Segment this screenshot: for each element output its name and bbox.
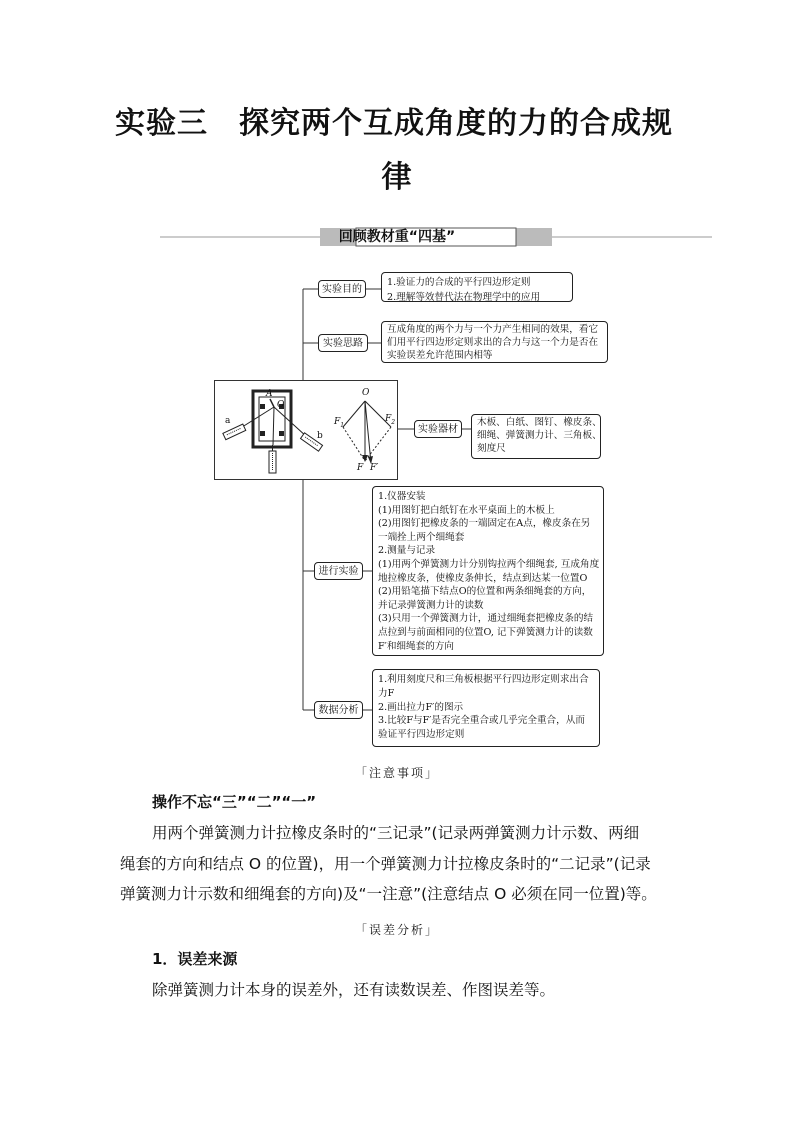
box-equipment bbox=[471, 414, 601, 459]
label-procedure: 进行实验 bbox=[314, 562, 363, 580]
error-subheading: 1．误差来源 bbox=[152, 950, 238, 968]
label-idea: 实验思路 bbox=[318, 334, 368, 352]
idea-line: 实验误差允许范围内相等 bbox=[387, 350, 493, 361]
notes-subheading: 操作不忘“三”“二”“一” bbox=[152, 793, 317, 811]
idea-line: 们用平行四边形定则求出的合力与这一个力是否在 bbox=[387, 337, 599, 348]
analysis-line: 力F bbox=[378, 687, 395, 699]
procedure-line: 1.仪器安装 bbox=[378, 491, 426, 502]
analysis-line: 1.利用刻度尺和三角板根据平行四边形定则求出合 bbox=[378, 674, 589, 685]
idea-line: 互成角度的两个力与一个力产生相同的效果，看它 bbox=[387, 324, 599, 335]
page-title-line1: 实验三 探究两个互成角度的力的合成规 bbox=[115, 106, 673, 141]
page-title-line2: 律 bbox=[381, 160, 413, 195]
force-F1-symbol: F bbox=[334, 417, 341, 427]
point-A-label: A bbox=[266, 389, 273, 399]
label-equipment: 实验器材 bbox=[414, 420, 462, 438]
force-Fprime-label: F′ bbox=[370, 463, 379, 473]
procedure-line: (1)用图钉把白纸钉在水平桌面上的木板上 bbox=[378, 504, 555, 516]
analysis-line: 验证平行四边形定则 bbox=[378, 729, 465, 741]
procedure-line: 点拉到与前面相同的位置O, 记下弹簧测力计的读数 bbox=[378, 626, 593, 638]
equipment-line: 刻度尺 bbox=[477, 443, 506, 454]
procedure-line: F′和细绳套的方向 bbox=[378, 640, 454, 652]
force-F1-label bbox=[334, 417, 344, 429]
purpose-line: 2.理解等效替代法在物理学中的应用 bbox=[387, 292, 541, 303]
hook-a-label: a bbox=[225, 416, 231, 426]
force-F2-symbol: F bbox=[385, 414, 392, 424]
analysis-line: 2.画出拉力F′的图示 bbox=[378, 701, 464, 713]
force-F2-subscript: 2 bbox=[391, 418, 396, 426]
analysis-line: 3.比较F与F′是否完全重合或几乎完全重合，从而 bbox=[378, 715, 585, 727]
equipment-line: 细绳、弹簧测力计、三角板、 bbox=[477, 430, 602, 441]
procedure-line: (3)只用一个弹簧测力计，通过细绳套把橡皮条的结 bbox=[378, 613, 594, 625]
section-banner-text: 回顾教材重“四基” bbox=[338, 229, 456, 245]
procedure-line: (2)用图钉把橡皮条的一端固定在A点，橡皮条在另 bbox=[378, 518, 591, 530]
notes-line-3: 弹簧测力计示数和细绳套的方向)及“一注意”(注意结点 O 必须在同一位置)等。 bbox=[120, 885, 657, 903]
equipment-line: 木板、白纸、图钉、橡皮条、 bbox=[477, 417, 602, 428]
hook-b-label: b bbox=[317, 431, 323, 441]
box-purpose bbox=[381, 272, 573, 302]
apparatus-figure bbox=[214, 380, 398, 480]
notes-heading: 「注意事项」 bbox=[354, 766, 439, 780]
procedure-line: 2.测量与记录 bbox=[378, 545, 436, 557]
notes-line-1: 用两个弹簧测力计拉橡皮条时的“三记录”(记录两弹簧测力计示数、两细 bbox=[152, 824, 640, 842]
error-heading: 「误差分析」 bbox=[354, 923, 439, 937]
procedure-line: 并记录弹簧测力计的读数 bbox=[378, 599, 484, 611]
force-parallelogram bbox=[343, 401, 391, 464]
purpose-line: 1.验证力的合成的平行四边形定则 bbox=[387, 277, 531, 288]
procedure-line: (2)用铅笔描下结点O的位置和两条细绳套的方向， bbox=[378, 586, 592, 598]
force-F1-subscript: 1 bbox=[340, 421, 345, 429]
label-analysis: 数据分析 bbox=[314, 701, 363, 719]
procedure-line: 一端拴上两个细绳套 bbox=[378, 531, 465, 543]
force-F2-label bbox=[385, 414, 395, 426]
box-idea bbox=[381, 321, 608, 363]
label-purpose: 实验目的 bbox=[318, 280, 366, 298]
procedure-line: (1)用两个弹簧测力计分别钩拉两个细绳套, 互成角度 bbox=[378, 558, 600, 570]
force-O-label: O bbox=[362, 388, 370, 398]
box-procedure bbox=[372, 486, 604, 656]
point-O-label: O bbox=[277, 400, 285, 410]
error-text: 除弹簧测力计本身的误差外，还有读数误差、作图误差等。 bbox=[152, 981, 556, 999]
box-analysis bbox=[372, 669, 600, 747]
force-F-label: F bbox=[357, 463, 364, 473]
procedure-line: 地拉橡皮条，使橡皮条伸长，结点到达某一位置O bbox=[378, 572, 588, 584]
notes-line-2: 绳套的方向和结点 O 的位置)，用一个弹簧测力计拉橡皮条时的“二记录”(记录 bbox=[120, 855, 651, 873]
